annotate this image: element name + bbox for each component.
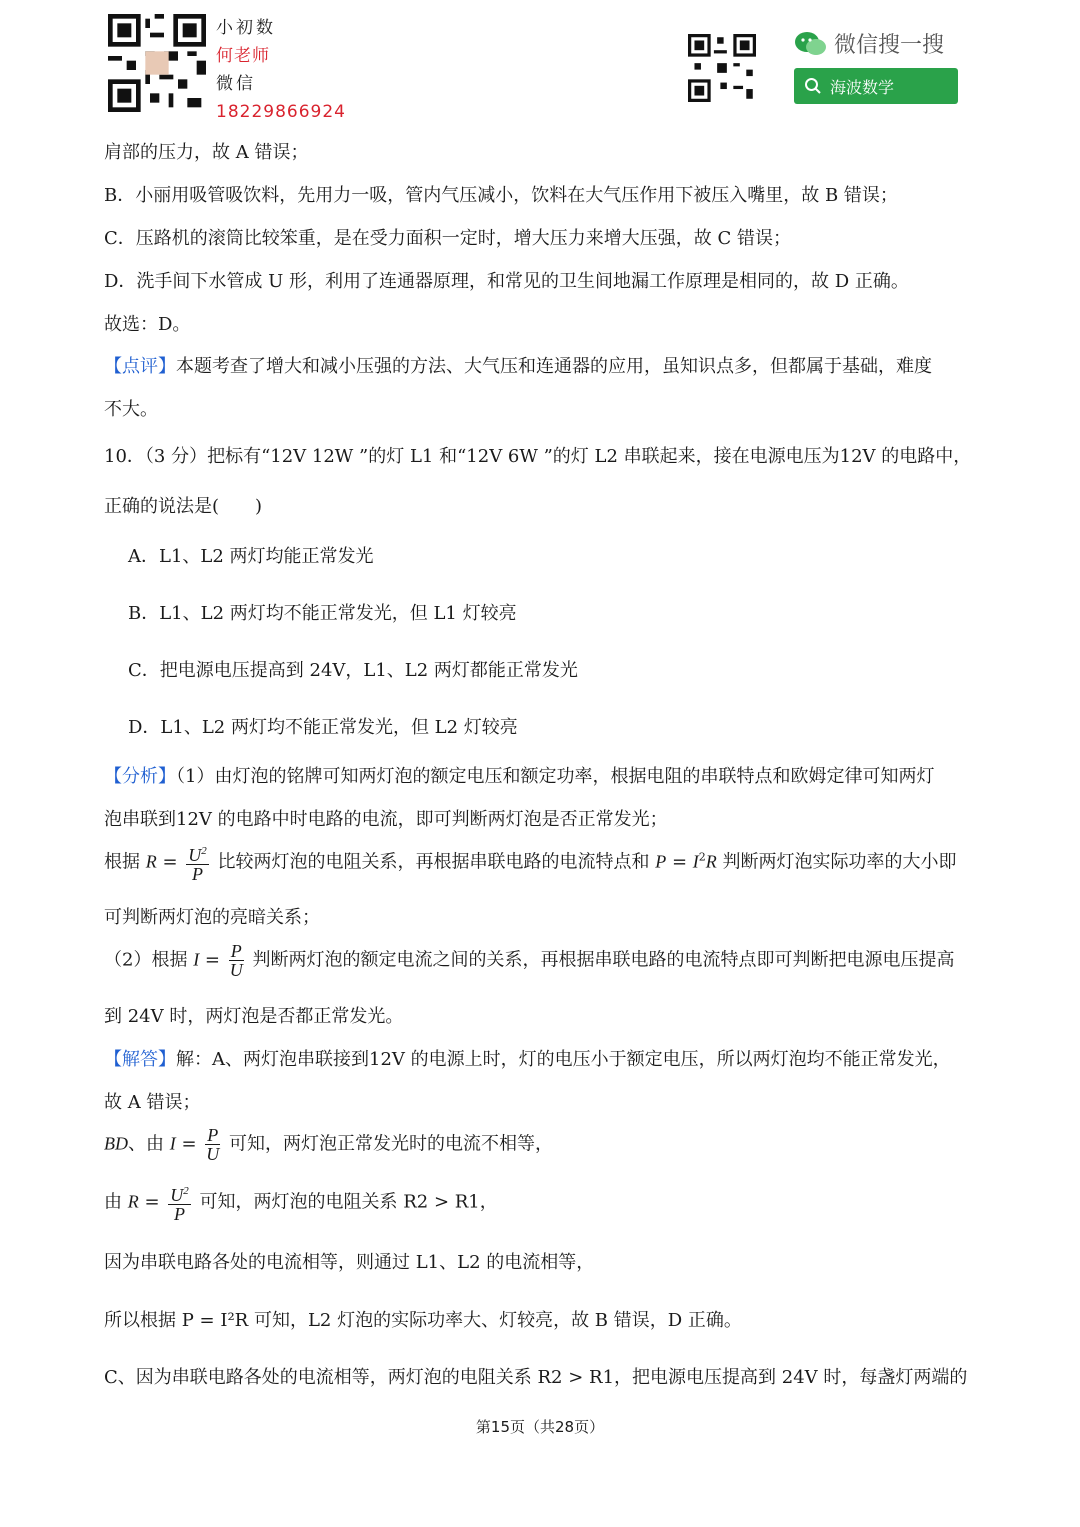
wechat-search-label: 微信搜一搜: [834, 33, 945, 58]
search-button-label: 海波数学: [830, 77, 895, 97]
contact-header: [108, 14, 346, 122]
search-icon: [804, 77, 822, 95]
text-line: 故选：D。: [104, 314, 191, 335]
text-line: 肩部的压力，故 A 错误；: [104, 142, 309, 163]
text-line: 因为串联电路各处的电流相等，则通过 L1、L2 的电流相等，: [104, 1252, 595, 1273]
text-line: 所以根据 P = I²R 可知，L2 灯泡的实际功率大、灯较亮，故 B 错误，D 正确。: [104, 1310, 742, 1331]
text-line: 可判断两灯泡的亮暗关系；: [104, 907, 320, 928]
fraction-u2-over-p: $\frac{U^2}{P}$: [168, 1182, 191, 1223]
text-line: （1）由灯泡的铭牌可知两灯泡的额定电压和额定功率，根据电阻的串联特点和欧姆定律可知两灯: [176, 766, 935, 787]
text-line: 比较两灯泡的电阻关系，再根据串联电路的电流特点和: [217, 851, 650, 873]
text-line: 判断两灯泡实际功率的大小即: [722, 851, 957, 873]
text-line: 正确的说法是( ): [104, 496, 263, 517]
formula-line: 由 R = $\frac{U^2}{P}$ 可知，两灯泡的电阻关系 R2 > R1，: [104, 1182, 498, 1223]
fraction-p-over-u: $\frac{P}{U}$: [229, 941, 243, 980]
text-line: 可知，两灯泡正常发光时的电流不相等，: [229, 1133, 553, 1155]
contact-line-1: 小初数: [216, 18, 276, 38]
option-c: C．把电源电压提高到 24V，L1、L2 两灯都能正常发光: [128, 660, 578, 681]
text-line: 判断两灯泡的额定电流之间的关系，再根据串联电路的电流特点即可判断把电源电压提高: [252, 949, 955, 971]
text-line: 可知，两灯泡的电阻关系 R2 > R1，: [199, 1191, 498, 1213]
contact-phone: 18229866924: [216, 102, 346, 122]
text-line: B．小丽用吸管吸饮料，先用力一吸，管内气压减小，饮料在大气压作用下被压入嘴里，故 B 错误；: [104, 185, 898, 206]
qr-code-wechat: [688, 34, 756, 102]
fraction-u2-over-p: $\frac{U^2}{P}$: [186, 842, 209, 883]
text-line: 不大。: [104, 399, 158, 420]
contact-line-3: 微信: [216, 74, 256, 94]
fraction-p-over-u: $\frac{P}{U}$: [206, 1125, 220, 1164]
text-line: 故 A 错误；: [104, 1092, 201, 1113]
formula-line: BD、由 I = $\frac{P}{U}$ 可知，两灯泡正常发光时的电流不相等，: [104, 1125, 553, 1164]
analysis-tag: 【分析】: [104, 766, 176, 787]
option-d: D．L1、L2 两灯均不能正常发光，但 L2 灯较亮: [128, 717, 518, 738]
formula-line: （2）根据 I = $\frac{P}{U}$ 判断两灯泡的额定电流之间的关系，再根据串联电路的电流特点即可判断把电源电压提高: [104, 941, 955, 980]
review-tag: 【点评】: [104, 356, 176, 377]
qr-code-icon: [688, 34, 756, 102]
text-line: 本题考查了增大和减小压强的方法、大气压和连通器的应用，虽知识点多，但都属于基础，难度: [176, 356, 932, 377]
text-line: 泡串联到12V 的电路中时电路的电流，即可判断两灯泡是否正常发光；: [104, 809, 668, 830]
contact-text: [216, 14, 346, 126]
wechat-icon: [794, 30, 828, 58]
qr-code-contact: [108, 14, 206, 112]
option-a: A．L1、L2 两灯均能正常发光: [128, 546, 374, 567]
text-line: 到 24V 时，两灯泡是否都正常发光。: [104, 1006, 404, 1027]
formula-line: 根据 R = $\frac{U^2}{P}$ 比较两灯泡的电阻关系，再根据串联电路的电流特点和 $P = I^2R$ 判断两灯泡实际功率的大小即: [104, 842, 957, 883]
page-number: 第15页（共28页）: [475, 1418, 605, 1436]
contact-line-2: 何老师: [216, 46, 270, 66]
review-paragraph: [104, 352, 932, 378]
option-b: B．L1、L2 两灯均不能正常发光，但 L1 灯较亮: [128, 603, 517, 624]
wechat-search-title: [794, 28, 944, 59]
text-line: C．压路机的滚筒比较笨重，是在受力面积一定时，增大压力来增大压强，故 C 错误；: [104, 228, 791, 249]
wechat-search-button[interactable]: [794, 68, 958, 104]
text-line: D．洗手间下水管成 U 形，利用了连通器原理，和常见的卫生间地漏工作原理是相同的，故 D 正确。: [104, 271, 909, 292]
qr-code-icon: [108, 14, 206, 112]
analysis-paragraph: [104, 762, 934, 788]
text-line: 解：A、两灯泡串联接到12V 的电源上时，灯的电压小于额定电压，所以两灯泡均不能正常发光，: [176, 1049, 951, 1070]
answer-tag: 【解答】: [104, 1049, 176, 1070]
answer-paragraph: [104, 1045, 951, 1071]
text-line: C、因为串联电路各处的电流相等，两灯泡的电阻关系 R2 > R1，把电源电压提高到 24V 时，每盏灯两端的: [104, 1367, 968, 1388]
question-stem: 10．（3 分）把标有“12V 12W ”的灯 L1 和“12V 6W ”的灯 L2 串联起来，接在电源电压为12V 的电路中，: [104, 446, 972, 467]
